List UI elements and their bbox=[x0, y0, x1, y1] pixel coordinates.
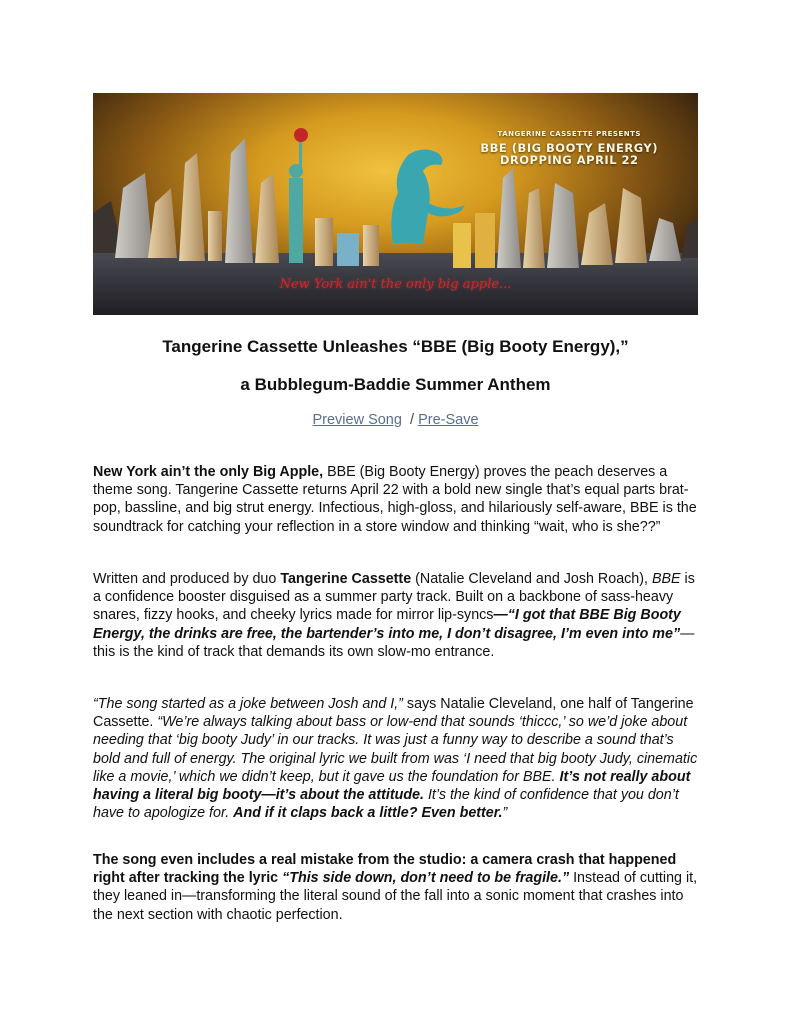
banner-release-text: DROPPING APRIL 22 bbox=[499, 153, 639, 168]
preview-song-link[interactable]: Preview Song bbox=[312, 412, 402, 428]
song-links bbox=[0, 412, 791, 428]
headline-line-2: a Bubblegum-Baddie Summer Anthem bbox=[240, 375, 551, 394]
studio-lyric: “This side down, don’t need to be fragile.” bbox=[282, 870, 570, 887]
paragraph-studio-mistake bbox=[93, 851, 703, 924]
about-text-b: (Natalie Cleveland and Josh Roach), bbox=[411, 571, 648, 587]
banner-presents-text: TANGERINE CASSETTE PRESENTS bbox=[497, 130, 641, 138]
intro-lead: New York ain’t the only Big Apple, bbox=[93, 464, 324, 480]
about-text-a: Written and produced by duo bbox=[93, 571, 281, 587]
paragraph-intro bbox=[93, 463, 703, 536]
about-text-d: —this is the kind of track that demands its own slow-mo entrance. bbox=[93, 625, 695, 660]
artist-name: Tangerine Cassette bbox=[280, 571, 412, 587]
promo-banner-image bbox=[93, 93, 698, 315]
paragraph-quote bbox=[93, 695, 703, 822]
quote-open: “The song started as a joke between Josh and I,” bbox=[93, 696, 403, 712]
about-text-c: is a confidence booster disguised as a summer party track. Built on a backbone of sass-heavy snares, fizzy hooks, and cheeky lyrics made for mirror lip-syncs bbox=[93, 571, 695, 624]
studio-lead: The song even includes a real mistake from the studio: a camera crash that happened right after tracking the lyric bbox=[93, 852, 677, 887]
song-name-italic: BBE bbox=[651, 571, 681, 587]
banner-title-text: BBE (BIG BOOTY ENERGY) bbox=[480, 141, 658, 156]
quote-body-2: It’s the kind of confidence that you don’t have to apologize for. bbox=[93, 787, 679, 822]
quote-close: ” bbox=[502, 805, 508, 822]
banner-caption: New York ain't the only big apple... bbox=[279, 277, 512, 292]
pre-save-link[interactable]: Pre-Save bbox=[418, 412, 479, 428]
intro-text: BBE (Big Booty Energy) proves the peach deserves a theme song. Tangerine Cassette returns April 22 with a bold new single that’s equal parts brat-pop, bassline, and big strut energy. Infectious, high-gloss, and hilariously self-aware, BBE is the soundtrack for catching your reflection in a store window and thinking “wait, who is she??” bbox=[93, 464, 697, 535]
link-separator: / bbox=[410, 412, 415, 428]
quote-body: “We’re always talking about bass or low-end that sounds ‘thiccc,’ so we’d joke about needing that ‘big booty Judy’ in our tracks. It was just a funny way to describe a sound that’s bold and full of energy. The original lyric we built from was ‘I need that big booty Judy, cinematic like a movie,’ which we didn’t keep, but it gave us the foundation for BBE. bbox=[93, 714, 698, 785]
banner-announcement bbox=[480, 131, 658, 166]
quote-emphasis-2: And if it claps back a little? Even better. bbox=[233, 805, 503, 822]
headline-line-1: Tangerine Cassette Unleashes “BBE (Big Booty Energy),” bbox=[162, 337, 629, 356]
quote-attribution: says Natalie Cleveland, one half of Tangerine Cassette. bbox=[93, 696, 694, 731]
studio-text: Instead of cutting it, they leaned in—transforming the literal sound of the fall into a sonic moment that crashes into the next section with chaotic perfection. bbox=[93, 870, 698, 923]
lyric-quote: —“I got that BBE Big Booty Energy, the drinks are free, the bartender’s into me, I don’t disagree, I’m even into me” bbox=[93, 607, 681, 642]
quote-emphasis-1: It’s not really about having a literal big booty—it’s about the attitude. bbox=[93, 768, 691, 804]
paragraph-about-duo bbox=[93, 570, 703, 661]
